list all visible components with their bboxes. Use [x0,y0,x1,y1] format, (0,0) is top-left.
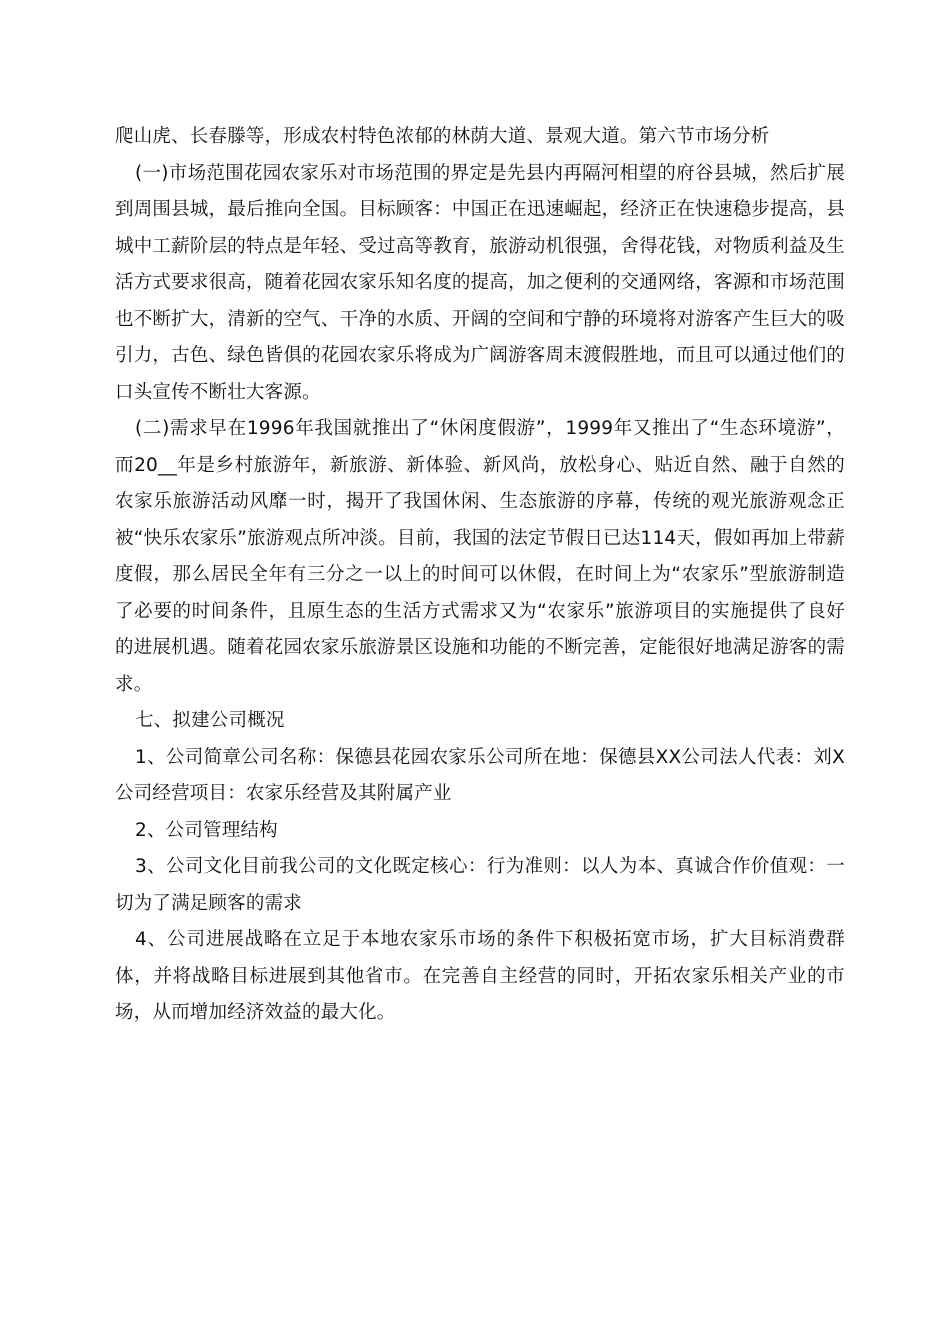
paragraph-management-structure: 2、公司管理结构 [135,819,278,841]
document-body [115,119,845,1032]
paragraph-company-overview-heading: 七、拟建公司概况 [135,710,285,731]
paragraph-market-analysis-heading: 爬山虎、长春滕等，形成农村特色浓郁的林荫大道、景观大道。第六节市场分析 [115,126,770,147]
paragraph-company-profile: 1、公司简章公司名称：保德县花园农家乐公司所在地：保德县XX公司法人代表：刘X公司经营项目：农家乐经营及其附属产业 [115,746,845,804]
paragraph-development-strategy: 4、公司进展战略在立足于本地农家乐市场的条件下积极拓宽市场，扩大目标消费群体，并将战略目标进展到其他省市。在完善自主经营的同时，开拓农家乐相关产业的市场，从而增加经济效益的最大化。 [115,929,845,1023]
paragraph-company-culture: 3、公司文化目前我公司的文化既定核心：行为准则：以人为本、真诚合作价值观：一切为了满足顾客的需求 [115,856,845,914]
paragraph-demand: (二)需求早在1996年我国就推出了“休闲度假游”，1999年又推出了“生态环境游”，而20__年是乡村旅游年，新旅游、新体验、新风尚，放松身心、贴近自然、融于自然的农家乐旅游活动风靡一时，揭开了我国休闲、生态旅游的序幕，传统的观光旅游观念正被“快乐农家乐”旅游观点所冲淡。目前，我国的法定节假日已达114天，假如再加上带薪度假，那么居民全年有三分之一以上的时间可以休假，在时间上为“农家乐”型旅游制造了必要的时间条件，且原生态的生活方式需求又为“农家乐”旅游项目的实施提供了良好的进展机遇。随着花园农家乐旅游景区设施和功能的不断完善，定能很好地满足游客的需求。 [115,418,845,695]
paragraph-market-scope: (一)市场范围花园农家乐对市场范围的界定是先县内再隔河相望的府谷县城，然后扩展到周围县城，最后推向全国。目标顾客：中国正在迅速崛起，经济正在快速稳步提高，县城中工薪阶层的特点是年轻、受过高等教育，旅游动机很强，舍得花钱，对物质利益及生活方式要求很高，随着花园农家乐知名度的提高，加之便利的交通网络，客源和市场范围也不断扩大，清新的空气、干净的水质、开阔的空间和宁静的环境将对游客产生巨大的吸引力，古色、绿色皆俱的花园农家乐将成为广阔游客周末渡假胜地，而且可以通过他们的口头宣传不断壮大客源。 [115,162,845,403]
